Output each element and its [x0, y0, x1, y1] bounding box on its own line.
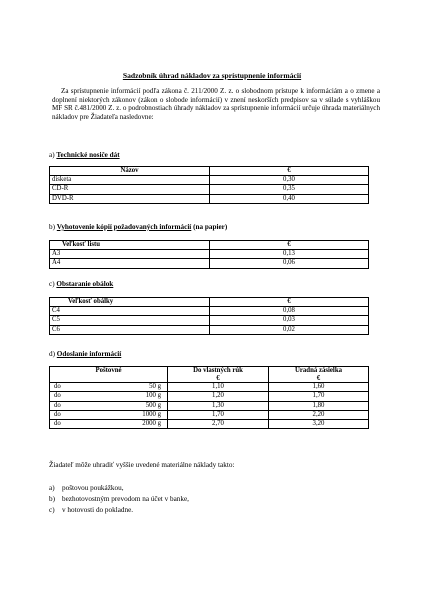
header-price: € — [210, 298, 369, 307]
table-header-row — [50, 167, 369, 176]
section-a-title: Technické nosiče dát — [56, 151, 120, 159]
registered-price: 1,30 — [168, 401, 269, 410]
document-title: Sadzobník úhrad nákladov za sprístupnenie informácií — [122, 71, 302, 80]
item-price: 0,35 — [210, 185, 369, 194]
registered-price: 1,10 — [168, 383, 269, 392]
table-row — [50, 250, 369, 259]
item-price: 0,13 — [210, 250, 369, 259]
header-postage: Poštovné — [50, 367, 168, 383]
intro-text: Za sprístupnenie informácií podľa zákona č. 211/2000 Z. z. o slobodnom prístupe k informáciám a o zmene a doplnení niektorých zákonov (zákon o slobode informácií) v znení neskorších predpisov sa v súlade s vyhláškou MF SR č.481/2000 Z. z. o podrobnostiach úhrady nákladov za sprístupnenie informácií určuje úhrada materiálnych nákladov pre Žiadateľa nasledovne: — [52, 87, 380, 121]
item-price: 0,08 — [210, 307, 369, 316]
list-marker: b) — [49, 495, 55, 504]
section-d-heading — [49, 350, 121, 358]
weight-value: 50 g — [149, 383, 161, 391]
payment-intro: Žiadateľ môže uhradiť vyššie uvedené materiálne náklady takto: — [49, 461, 235, 469]
weight-value: 500 g — [145, 401, 161, 409]
section-d-title: Odoslanie informácií — [56, 350, 122, 358]
weight-prefix: do — [54, 401, 61, 409]
section-d-prefix: d) — [49, 350, 55, 358]
section-b-prefix: b) — [49, 223, 55, 231]
table-row — [50, 259, 369, 268]
table-row — [50, 176, 369, 185]
section-b-title: Vyhotovenie kópií požadovaných informácií — [56, 223, 192, 231]
header-name: Názov — [50, 167, 210, 176]
table-row — [50, 392, 369, 401]
official-price: 3,20 — [269, 420, 369, 429]
official-price: 1,70 — [269, 392, 369, 401]
list-text: v hotovosti do pokladne. — [62, 506, 134, 515]
header-envelope-size: Veľkosť obálky — [50, 298, 210, 307]
section-c-prefix: c) — [49, 280, 55, 288]
currency-label: € — [168, 375, 269, 383]
table-row — [50, 194, 369, 203]
table-row — [50, 420, 369, 429]
official-price: 1,80 — [269, 401, 369, 410]
registered-price: 2,70 — [168, 420, 269, 429]
header-sheet-size: Veľkosť listu — [50, 241, 210, 250]
table-row — [50, 325, 369, 334]
section-a-heading — [49, 151, 120, 159]
item-price: 0,02 — [210, 325, 369, 334]
table-header-row — [50, 367, 369, 375]
list-text: bezhotovostným prevodom na účet v banke, — [62, 495, 189, 504]
table-row — [50, 307, 369, 316]
item-price: 0,06 — [210, 259, 369, 268]
weight-prefix: do — [54, 392, 61, 400]
item-price: 0,30 — [210, 176, 369, 185]
header-registered: Do vlastných rúk — [168, 367, 269, 375]
table-copies — [49, 240, 369, 269]
header-price: € — [210, 241, 369, 250]
intro-paragraph — [52, 87, 380, 121]
official-price: 2,20 — [269, 410, 369, 419]
weight-prefix: do — [54, 420, 61, 427]
table-header-row — [50, 298, 369, 307]
table-envelopes — [49, 297, 369, 335]
item-name: A3 — [50, 250, 210, 259]
table-row — [50, 185, 369, 194]
item-name: DVD-R — [50, 194, 210, 203]
section-c-heading — [49, 280, 113, 288]
list-item — [49, 505, 189, 516]
section-c-title: Obstaranie obálok — [56, 280, 114, 288]
header-official: Úradná zásielka — [269, 367, 369, 375]
table-row — [50, 383, 369, 392]
section-a-prefix: a) — [49, 151, 55, 159]
table-header-row — [50, 241, 369, 250]
table-row — [50, 401, 369, 410]
section-b-heading — [49, 223, 227, 231]
official-price: 1,60 — [269, 383, 369, 392]
item-name: C5 — [50, 316, 210, 325]
section-b-extra: (na papier) — [193, 223, 228, 231]
list-item — [49, 494, 189, 505]
table-data-carriers — [49, 166, 369, 204]
table-row — [50, 410, 369, 419]
item-name: disketa — [50, 176, 210, 185]
item-name: C6 — [50, 325, 210, 334]
item-name: A4 — [50, 259, 210, 268]
weight-prefix: do — [54, 410, 61, 418]
item-name: CD-R — [50, 185, 210, 194]
table-row — [50, 316, 369, 325]
weight-value: 2000 g — [142, 420, 161, 427]
registered-price: 1,70 — [168, 410, 269, 419]
payment-methods-list — [49, 483, 189, 517]
header-price: € — [210, 167, 369, 176]
table-postage — [49, 366, 369, 429]
weight-value: 100 g — [145, 392, 161, 400]
registered-price: 1,20 — [168, 392, 269, 401]
list-marker: c) — [49, 506, 55, 515]
item-price: 0,03 — [210, 316, 369, 325]
currency-label: € — [269, 375, 369, 383]
list-text: poštovou poukážkou, — [62, 484, 124, 492]
list-item — [49, 483, 189, 494]
item-name: C4 — [50, 307, 210, 316]
item-price: 0,40 — [210, 194, 369, 203]
list-marker: a) — [49, 484, 55, 492]
weight-prefix: do — [54, 383, 61, 391]
weight-value: 1000 g — [142, 410, 161, 418]
